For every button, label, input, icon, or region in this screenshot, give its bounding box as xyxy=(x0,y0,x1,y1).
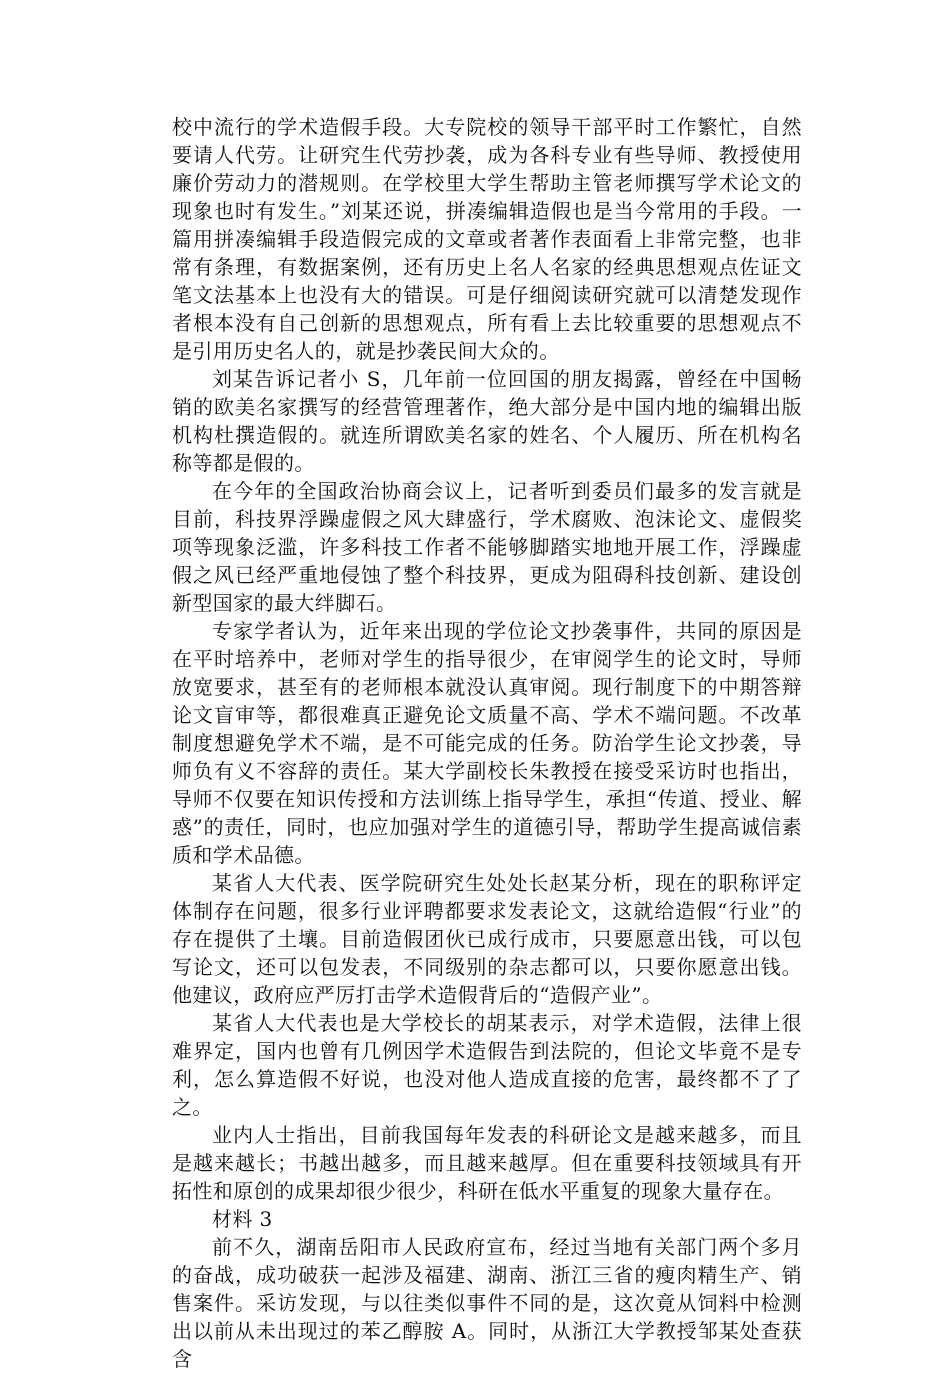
paragraph-7: 业内人士指出，目前我国每年发表的科研论文是越来越多，而且是越来越长；书越出越多，而且越来越厚。但在重要科技领域具有开拓性和原创的成果却很少很少，科研在低水平重复的现象大量存在。 xyxy=(172,1123,802,1203)
paragraph-6: 某省人大代表也是大学校长的胡某表示，对学术造假，法律上很难界定，国内也曾有几例因学术造假告到法院的，但论文毕竟不是专利，怎么算造假不好说，也没对他人造成直接的危害，最终都不了了之。 xyxy=(172,1011,802,1119)
paragraph-5: 某省人大代表、医学院研究生处处长赵某分析，现在的职称评定体制存在问题，很多行业评聘都要求发表论文，这就给造假“行业”的存在提供了土壤。目前造假团伙已成行成市，只要愿意出钱，可以包写论文，还可以包发表，不同级别的杂志都可以，只要你愿意出钱。他建议，政府应严厉打击学术造假背后的“造假产业”。 xyxy=(172,871,802,1007)
section-heading-material-3: 材料 3 xyxy=(212,1207,273,1231)
paragraph-4: 专家学者认为，近年来出现的学位论文抄袭事件，共同的原因是在平时培养中，老师对学生的指导很少，在审阅学生的论文时，导师放宽要求，甚至有的老师根本就没认真审阅。现行制度下的中期答辩论文盲审等，都很难真正避免论文质量不高、学术不端问题。不改革制度想避免学术不端，是不可能完成的任务。防治学生论文抄袭，导师负有义不容辞的责任。某大学副校长朱教授在接受采访时也指出，导师不仅要在知识传授和方法训练上指导学生，承担“传道、授业、解惑”的责任，同时，也应加强对学生的道德引导，帮助学生提高诚信素质和学术品德。 xyxy=(172,619,802,867)
document-body xyxy=(172,113,802,1373)
paragraph-1: 校中流行的学术造假手段。大专院校的领导干部平时工作繁忙，自然要请人代劳。让研究生代劳抄袭，成为各科专业有些导师、教授使用廉价劳动力的潜规则。在学校里大学生帮助主管老师撰写学术论文的现象也时有发生。”刘某还说，拼凑编辑造假也是当今常用的手段。一篇用拼凑编辑手段造假完成的文章或者著作表面看上非常完整，也非常有条理，有数据案例，还有历史上名人名家的经典思想观点佐证文笔文法基本上也没有大的错误。可是仔细阅读研究就可以清楚发现作者根本没有自己创新的思想观点，所有看上去比较重要的思想观点不是引用历史名人的，就是抄袭民间大众的。 xyxy=(172,115,802,363)
paragraph-8: 前不久，湖南岳阳市人民政府宣布，经过当地有关部门两个多月的奋战，成功破获一起涉及福建、湖南、浙江三省的瘦肉精生产、销售案件。采访发现，与以往类似事件不同的是，这次竟从饲料中检测出以前从未出现过的苯乙醇胺 A。同时，从浙江大学教授邹某处查获含 xyxy=(172,1235,802,1371)
paragraph-3: 在今年的全国政治协商会议上，记者听到委员们最多的发言就是目前，科技界浮躁虚假之风大肆盛行，学术腐败、泡沫论文、虚假奖项等现象泛滥，许多科技工作者不能够脚踏实地地开展工作，浮躁虚假之风已经严重地侵蚀了整个科技界，更成为阻碍科技创新、建设创新型国家的最大绊脚石。 xyxy=(172,479,802,615)
paragraph-2: 刘某告诉记者小 S，几年前一位回国的朋友揭露，曾经在中国畅销的欧美名家撰写的经营管理著作，绝大部分是中国内地的编辑出版机构杜撰造假的。就连所谓欧美名家的姓名、个人履历、所在机构名称等都是假的。 xyxy=(172,367,802,475)
